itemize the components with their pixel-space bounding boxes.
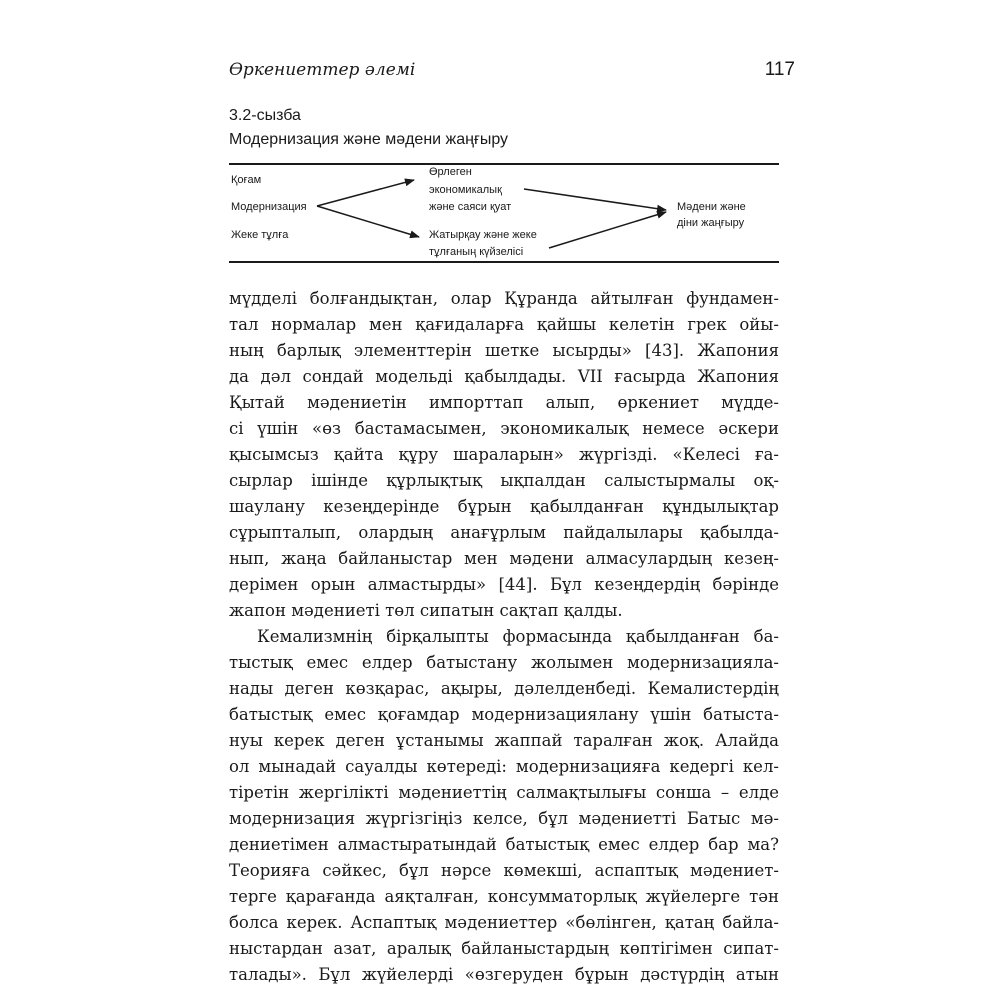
text-line: Қытай мәдениетін импорттап алып, өркениет мүдде- [229, 393, 779, 412]
text-line: сұрыпталып, олардың анағұрлым пайдалылары қабылда- [229, 523, 779, 542]
text-line: дерімен орын алмастырды» [44]. Бұл кезеңдердің бәрінде [229, 575, 779, 594]
node-revival-line2: діни жаңғыру [677, 217, 745, 229]
arrow-power-to-revival [524, 189, 666, 210]
node-power-line2: экономикалық [429, 184, 502, 196]
text-line: батыстық емес қоғамдар модернизациялану үшін батыста- [229, 705, 779, 724]
text-line: тіретін жергілікті мәдениеттің салмақтылығы сонша – елде [229, 783, 779, 802]
text-line: да дәл сондай модельді қабылдады. VII ғасырда Жапония [229, 367, 779, 386]
paragraph-2 [229, 624, 779, 988]
text-line: болса керек. Аспаптық мәдениеттер «бөлінген, қатаң байла- [229, 913, 779, 932]
node-society: Қоғам [231, 174, 262, 186]
text-line: ныстардан азат, аралық байланыстардың көптігімен сипат- [229, 939, 779, 958]
node-revival-line1: Мәдени және [677, 201, 746, 213]
text-line: ның барлық элементтерін шетке ысырды» [43]. Жапония [229, 341, 779, 360]
running-title: Өркениеттер әлемі [229, 60, 416, 80]
arrow-modernization-to-power [317, 180, 414, 206]
arrow-alienation-to-revival [549, 212, 666, 248]
node-modernization: Модернизация [231, 201, 307, 213]
text-line: жапон мәдениеті төл сипатын сақтап қалды. [229, 601, 623, 620]
text-line: Кемализмнің бірқалыпты формасында қабылданған ба- [257, 627, 779, 646]
modernization-diagram [229, 162, 779, 264]
paragraph-1 [229, 286, 779, 624]
text-line: тыстық емес елдер батыстану жолымен модернизацияла- [229, 653, 779, 672]
text-line: Теорияға сәйкес, бұл нәрсе көмекші, аспаптық мәдениет- [229, 861, 779, 880]
node-power-line3: және саяси қуат [429, 201, 512, 213]
text-line: ол мынадай сауалды көтереді: модернизацияға кедергі кел- [229, 757, 779, 776]
text-line: тал нормалар мен қағидаларға қайшы келетін грек ойы- [229, 315, 779, 334]
node-individual: Жеке тұлға [231, 229, 289, 241]
arrow-modernization-to-alienation [317, 206, 419, 237]
text-line: терге қарағанда аяқталған, консумматорлық жүйелерге тән [229, 887, 779, 906]
node-alienation-line1: Жатырқау және жеке [429, 229, 537, 241]
text-line: қысымсыз қайта құру шараларын» жүргізді. «Келесі ға- [229, 445, 779, 464]
text-line: дениетімен алмастыратындай батыстық емес елдер бар ма? [229, 835, 779, 854]
figure-label: 3.2-сызба [229, 107, 301, 124]
text-line: нып, жаңа байланыстар мен мәдени алмасулардың кезең- [229, 549, 779, 568]
text-line: сі үшін «өз бастамасымен, экономикалық немесе әскери [229, 419, 779, 438]
text-line: модернизация жүргізгіңіз келсе, бұл мәдениетті Батыс мә- [229, 809, 779, 828]
node-power-line1: Өрлеген [429, 166, 472, 178]
page-number: 117 [764, 59, 795, 80]
text-line: нуы керек деген ұстанымы жаппай таралған жоқ. Алайда [229, 731, 779, 750]
text-line: шаулану кезеңдерінде бұрын қабылданған құндылықтар [229, 497, 779, 516]
text-line: мүдделі болғандықтан, олар Құранда айтылған фундамен- [229, 289, 779, 308]
node-alienation-line2: тұлғаның күйзелісі [429, 246, 524, 258]
text-line: нады деген көзқарас, ақыры, дәлелденбеді. Кемалистердің [229, 679, 779, 698]
text-line: сырлар ішінде құрлықтық ықпалдан салыстырмалы оқ- [229, 471, 779, 490]
figure-title: Модернизация және мәдени жаңғыру [229, 131, 509, 148]
text-line: талады». Бұл жүйелерді «өзгеруден бұрын дәстүрдің атын [229, 965, 779, 984]
body-text [229, 286, 779, 988]
